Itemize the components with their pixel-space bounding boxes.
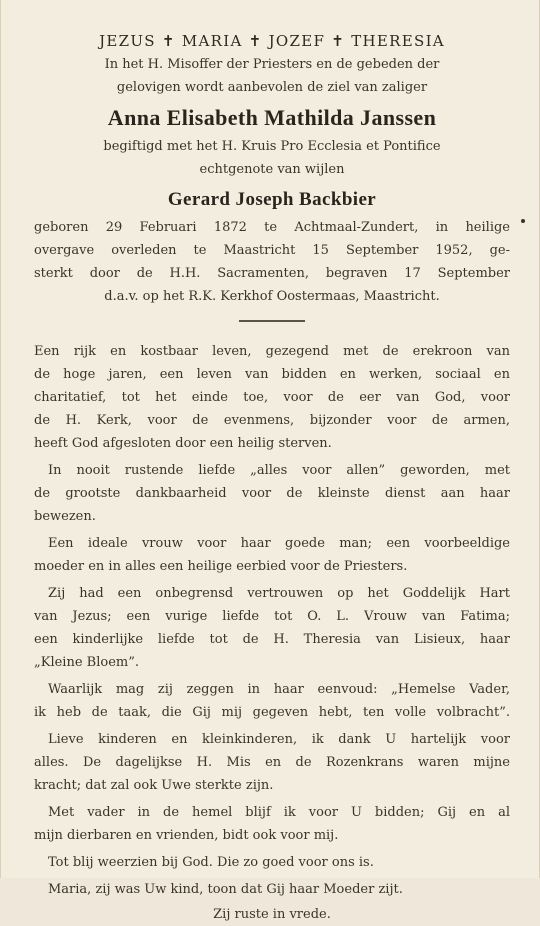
- devotional-header: JEZUS ✝ MARIA ✝ JOZEF ✝ THERESIA: [99, 32, 445, 50]
- divider-rule: [239, 320, 305, 322]
- tribute-line: ik heb de taak, die Gij mij gegeven hebt, ten volle volbracht”.: [34, 705, 510, 720]
- tribute-line: heeft God afgesloten door een heilig sterven.: [34, 436, 332, 451]
- tribute-line: kracht; dat zal ook Uwe sterkte zijn.: [34, 778, 274, 793]
- tribute-line: mijn dierbaren en vrienden, bidt ook voor mij.: [34, 828, 339, 843]
- tribute-line: van Jezus; een vurige liefde tot O. L. Vrouw van Fatima;: [34, 609, 510, 624]
- closing-line: Zij ruste in vrede.: [213, 907, 331, 922]
- honor-text: [34, 135, 510, 181]
- tribute-line: Maria, zij was Uw kind, toon dat Gij haar Moeder zijt.: [48, 882, 403, 897]
- tribute-paragraph: [34, 532, 510, 578]
- tribute-line: Een rijk en kostbaar leven, gezegend met de erekroon van: [34, 344, 510, 359]
- intro-line: In het H. Misoffer der Priesters en de gebeden der: [104, 57, 440, 72]
- tribute-line: Een ideale vrouw voor haar goede man; een voorbeeldige: [48, 536, 510, 551]
- tribute-paragraph: [34, 878, 510, 901]
- tribute-line: Waarlijk mag zij zeggen in haar eenvoud: „Hemelse Vader,: [48, 682, 510, 697]
- tribute-line: Tot blij weerzien bij God. Die zo goed voor ons is.: [48, 855, 374, 870]
- tribute-line: In nooit rustende liefde „alles voor allen” geworden, met: [48, 463, 510, 478]
- tribute-paragraph: [34, 459, 510, 528]
- tribute-line: de H. Kerk, voor de evenmens, bijzonder voor de armen,: [34, 413, 510, 428]
- spouse-name: Gerard Joseph Backbier: [167, 189, 377, 210]
- honor-line: echtgenote van wijlen: [199, 162, 345, 177]
- intro-text: [34, 53, 510, 99]
- tribute-line: de hoge jaren, een leven van bidden en werken, sociaal en: [34, 367, 510, 382]
- biography: [34, 216, 510, 308]
- tribute-paragraph: [34, 678, 510, 724]
- tribute-line: de grootste dankbaarheid voor de kleinste dienst aan haar: [34, 486, 510, 501]
- tribute-paragraph: [34, 728, 510, 797]
- ink-speck: [521, 219, 525, 223]
- bio-line: d.a.v. op het R.K. Kerkhof Oostermaas, Maastricht.: [104, 289, 440, 304]
- tribute-line: Zij had een onbegrensd vertrouwen op het Goddelijk Hart: [48, 586, 510, 601]
- tribute-paragraph: [34, 582, 510, 674]
- tribute-line: bewezen.: [34, 509, 96, 524]
- tribute-line: moeder en in alles een heilige eerbied voor de Priesters.: [34, 559, 408, 574]
- tribute-line: Lieve kinderen en kleinkinderen, ik dank U hartelijk voor: [48, 732, 510, 747]
- tribute-text: [34, 340, 510, 901]
- tribute-line: Met vader in de hemel blijf ik voor U bidden; Gij en al: [48, 805, 510, 820]
- bio-line: geboren 29 Februari 1872 te Achtmaal-Zundert, in heilige: [34, 220, 510, 235]
- bio-line: overgave overleden te Maastricht 15 September 1952, ge-: [34, 243, 510, 258]
- tribute-line: een kinderlijke liefde tot de H. Theresia van Lisieux, haar: [34, 632, 510, 647]
- tribute-paragraph: [34, 801, 510, 847]
- bio-line: sterkt door de H.H. Sacramenten, begraven 17 September: [34, 266, 510, 281]
- tribute-line: charitatief, tot het einde toe, voor de eer van God, voor: [34, 390, 510, 405]
- honor-line: begiftigd met het H. Kruis Pro Ecclesia et Pontifice: [103, 139, 441, 154]
- tribute-paragraph: [34, 340, 510, 455]
- tribute-paragraph: [34, 851, 510, 874]
- tribute-line: alles. De dagelijkse H. Mis en de Rozenkrans waren mijne: [34, 755, 510, 770]
- deceased-name: Anna Elisabeth Mathilda Janssen: [107, 105, 437, 130]
- tribute-line: „Kleine Bloem”.: [34, 655, 139, 670]
- intro-line: gelovigen wordt aanbevolen de ziel van zaliger: [116, 80, 428, 95]
